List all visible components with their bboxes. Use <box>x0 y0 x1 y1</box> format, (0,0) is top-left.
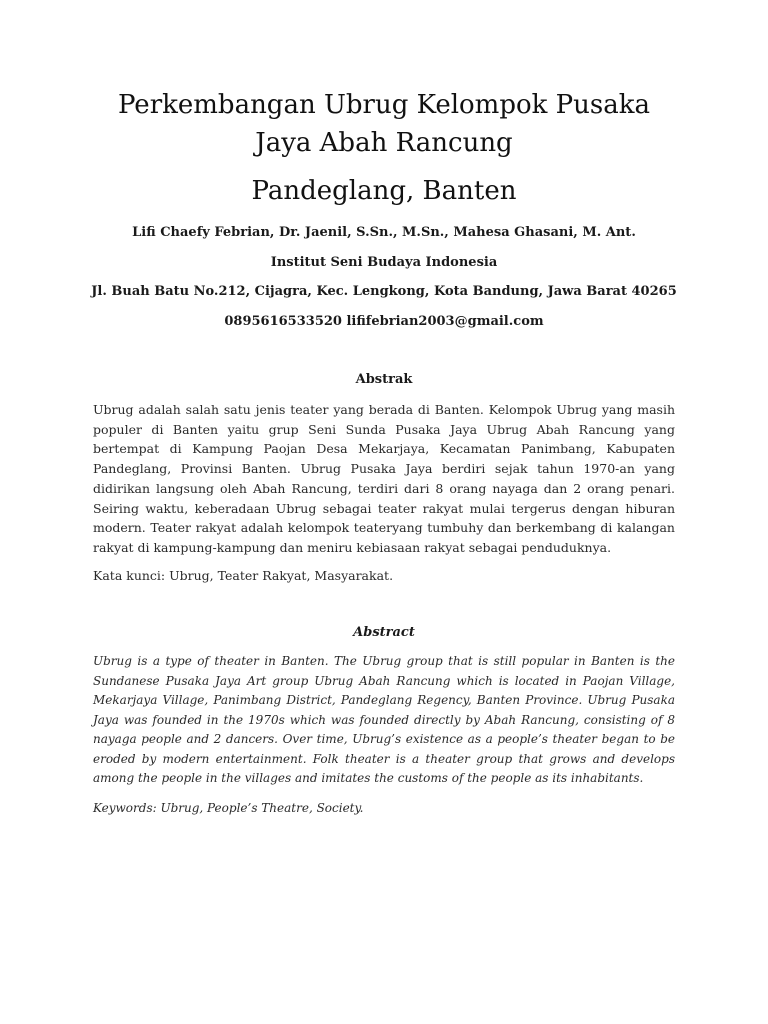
abstract-heading: Abstract <box>353 625 415 640</box>
paper-subtitle: Pandeglang, Banten <box>251 176 517 206</box>
abstract-body: Ubrug is a type of theater in Banten. The Ubrug group that is still popular in Banten is the Sundanese Pusaka Jaya Art group Ubrug Abah Rancung which is located in Paojan Village, Mekarjaya Village, Panimbang District, Pandeglang Regency, Banten Province. Ubrug Pusaka Jaya was founded in the 1970s which was founded directly by Abah Rancung, consisting of 8 nayaga people and 2 dancers. Over time, Ubrug’s existence as a people’s theater began to be eroded by modern entertainment. Folk theater is a theater group that grows and develops among the people in the villages and imitates the customs of the people as its inhabitants. <box>93 654 675 785</box>
abstrak-heading: Abstrak <box>355 372 413 387</box>
paper-title-line-2: Jaya Abah Rancung <box>255 128 513 158</box>
institution-address: Jl. Buah Batu No.212, Cijagra, Kec. Lengkong, Kota Bandung, Jawa Barat 40265 <box>91 284 677 299</box>
author-list: Lifi Chaefy Febrian, Dr. Jaenil, S.Sn., M.Sn., Mahesa Ghasani, M. Ant. <box>132 225 636 240</box>
author-contact: 0895616533520 lififebrian2003@gmail.com <box>224 314 544 329</box>
institution-name: Institut Seni Budaya Indonesia <box>270 255 498 270</box>
paper-title <box>60 86 708 162</box>
abstrak-body: Ubrug adalah salah satu jenis teater yang berada di Banten. Kelompok Ubrug yang masih populer di Banten yaitu grup Seni Sunda Pusaka Jaya Ubrug Abah Rancung yang bertempat di Kampung Paojan Desa Mekarjaya, Kecamatan Panimbang, Kabupaten Pandeglang, Provinsi Banten. Ubrug Pusaka Jaya berdiri sejak tahun 1970-an yang didirikan langsung oleh Abah Rancung, terdiri dari 8 orang nayaga dan 2 orang penari. Seiring waktu, keberadaan Ubrug sebagai teater rakyat mulai tergerus dengan hiburan modern. Teater rakyat adalah kelompok teateryang tumbuhy dan berkembang di kalangan rakyat di kampung-kampung dan meniru kebiasaan rakyat sebagai penduduknya. <box>93 402 675 555</box>
abstrak-keywords: Kata kunci: Ubrug, Teater Rakyat, Masyarakat. <box>93 568 394 583</box>
abstract-keywords: Keywords: Ubrug, People’s Theatre, Society. <box>93 801 364 815</box>
paper-title-line-1: Perkembangan Ubrug Kelompok Pusaka <box>117 90 650 120</box>
